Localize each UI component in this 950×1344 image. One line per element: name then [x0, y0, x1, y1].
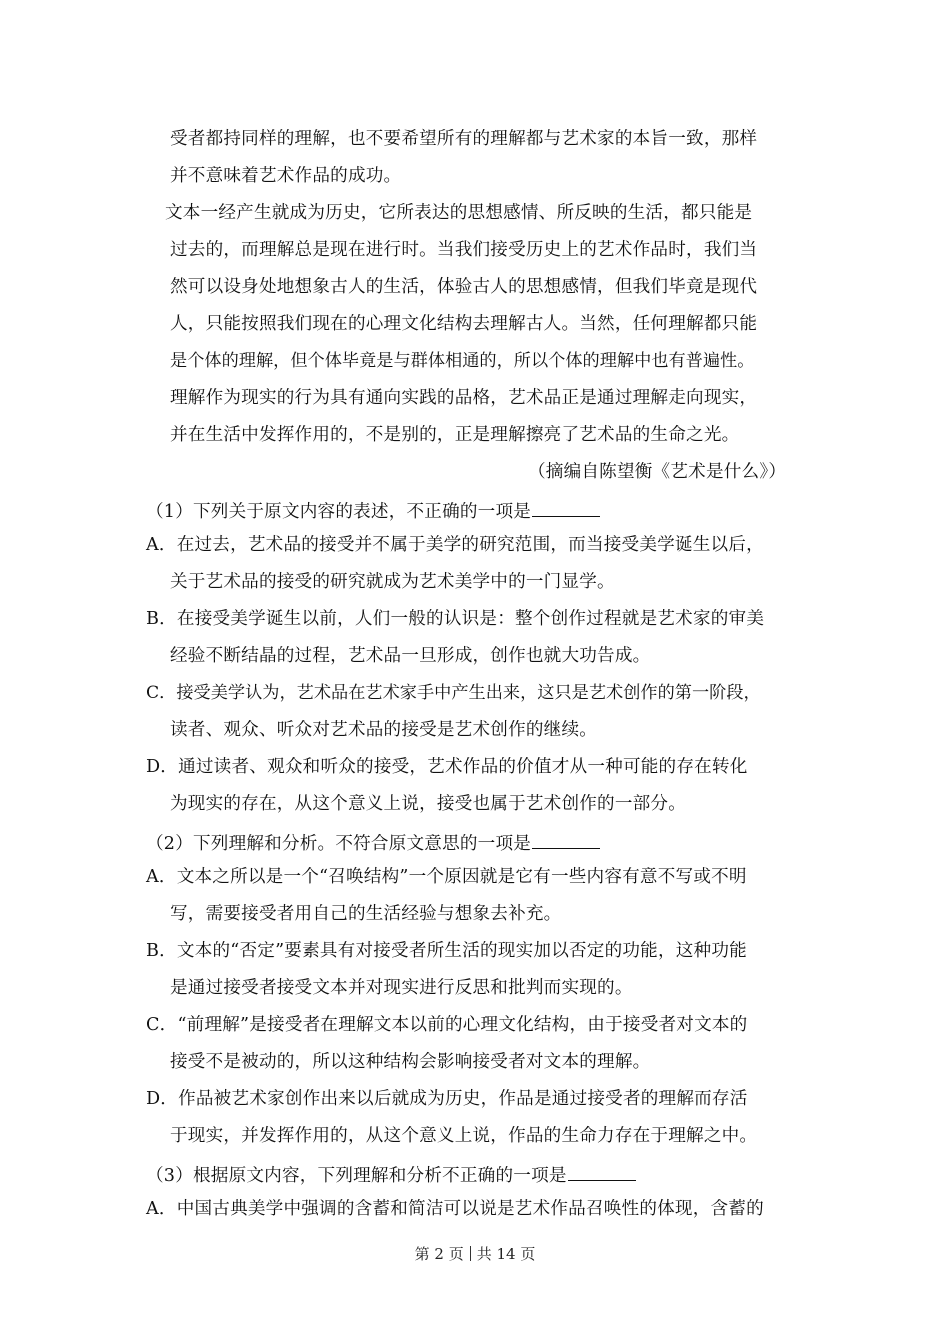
paragraph-line: 并在生活中发挥作用的，不是别的，正是理解擦亮了艺术品的生命之光。: [170, 425, 740, 445]
question-2-stem: [146, 828, 600, 856]
footer-divider: [470, 1246, 471, 1261]
page-number: 第 2 页: [414, 1245, 464, 1263]
question-2-text: （2）下列理解和分析。不符合原文意思的一项是: [146, 834, 532, 854]
option-c-line: 接受不是被动的，所以这种结构会影响接受者对文本的理解。: [170, 1052, 651, 1072]
paragraph-line: 文本一经产生就成为历史，它所表达的思想感情、所反映的生活，都只能是: [165, 203, 753, 223]
page-total: 共 14 页: [476, 1245, 536, 1263]
option-d-line: 于现实，并发挥作用的，从这个意义上说，作品的生命力存在于理解之中。: [170, 1126, 758, 1146]
paragraph-line: 理解作为现实的行为具有通向实践的品格，艺术品正是通过理解走向现实，: [170, 388, 758, 408]
option-b-line: B．文本的“否定”要素具有对接受者所生活的现实加以否定的功能，这种功能: [146, 941, 747, 961]
question-3-stem: [146, 1160, 636, 1188]
option-a-line: A．文本之所以是一个“召唤结构”一个原因就是它有一些内容有意不写或不明: [146, 867, 747, 887]
answer-blank: [532, 496, 600, 517]
option-d-line: 为现实的存在，从这个意义上说，接受也属于艺术创作的一部分。: [170, 794, 687, 814]
question-1-text: （1）下列关于原文内容的表述，不正确的一项是: [146, 502, 532, 522]
option-c-line: C．“前理解”是接受者在理解文本以前的心理文化结构，由于接受者对文本的: [146, 1015, 748, 1035]
paragraph-line: 并不意味着艺术作品的成功。: [170, 166, 402, 186]
option-a-line: A．中国古典美学中强调的含蓄和简洁可以说是艺术作品召唤性的体现，含蓄的: [146, 1199, 764, 1219]
paragraph-line: 人，只能按照我们现在的心理文化结构去理解古人。当然，任何理解都只能: [170, 314, 758, 334]
option-d-line: D．通过读者、观众和听众的接受，艺术作品的价值才从一种可能的存在转化: [146, 757, 748, 777]
source-citation: （摘编自陈望衡《艺术是什么》）: [528, 462, 787, 482]
question-3-text: （3）根据原文内容，下列理解和分析不正确的一项是: [146, 1166, 567, 1186]
option-b-line: 经验不断结晶的过程，艺术品一旦形成，创作也就大功告成。: [170, 646, 651, 666]
paragraph-line: 然可以设身处地想象古人的生活，体验古人的思想感情，但我们毕竟是现代: [170, 277, 758, 297]
option-a-line: A．在过去，艺术品的接受并不属于美学的研究范围，而当接受美学诞生以后，: [146, 535, 764, 555]
paragraph-line: 是个体的理解，但个体毕竟是与群体相通的，所以个体的理解中也有普遍性。: [170, 351, 755, 371]
paragraph-line: 受者都持同样的理解，也不要希望所有的理解都与艺术家的本旨一致，那样: [170, 129, 758, 149]
option-c-line: 读者、观众、听众对艺术品的接受是艺术创作的继续。: [170, 720, 598, 740]
page-footer: [0, 1244, 950, 1264]
answer-blank: [568, 1160, 636, 1181]
option-b-line: B．在接受美学诞生以前，人们一般的认识是：整个创作过程就是艺术家的审美: [146, 609, 765, 629]
option-a-line: 关于艺术品的接受的研究就成为艺术美学中的一门显学。: [170, 572, 615, 592]
option-d-line: D．作品被艺术家创作出来以后就成为历史，作品是通过接受者的理解而存活: [146, 1089, 748, 1109]
option-c-line: C．接受美学认为，艺术品在艺术家手中产生出来，这只是艺术创作的第一阶段，: [146, 683, 761, 703]
question-1-stem: [146, 496, 600, 524]
answer-blank: [532, 828, 600, 849]
option-b-line: 是通过接受者接受文本并对现实进行反思和批判而实现的。: [170, 978, 633, 998]
paragraph-line: 过去的，而理解总是现在进行时。当我们接受历史上的艺术作品时，我们当: [170, 240, 758, 260]
option-a-line: 写，需要接受者用自己的生活经验与想象去补充。: [170, 904, 562, 924]
